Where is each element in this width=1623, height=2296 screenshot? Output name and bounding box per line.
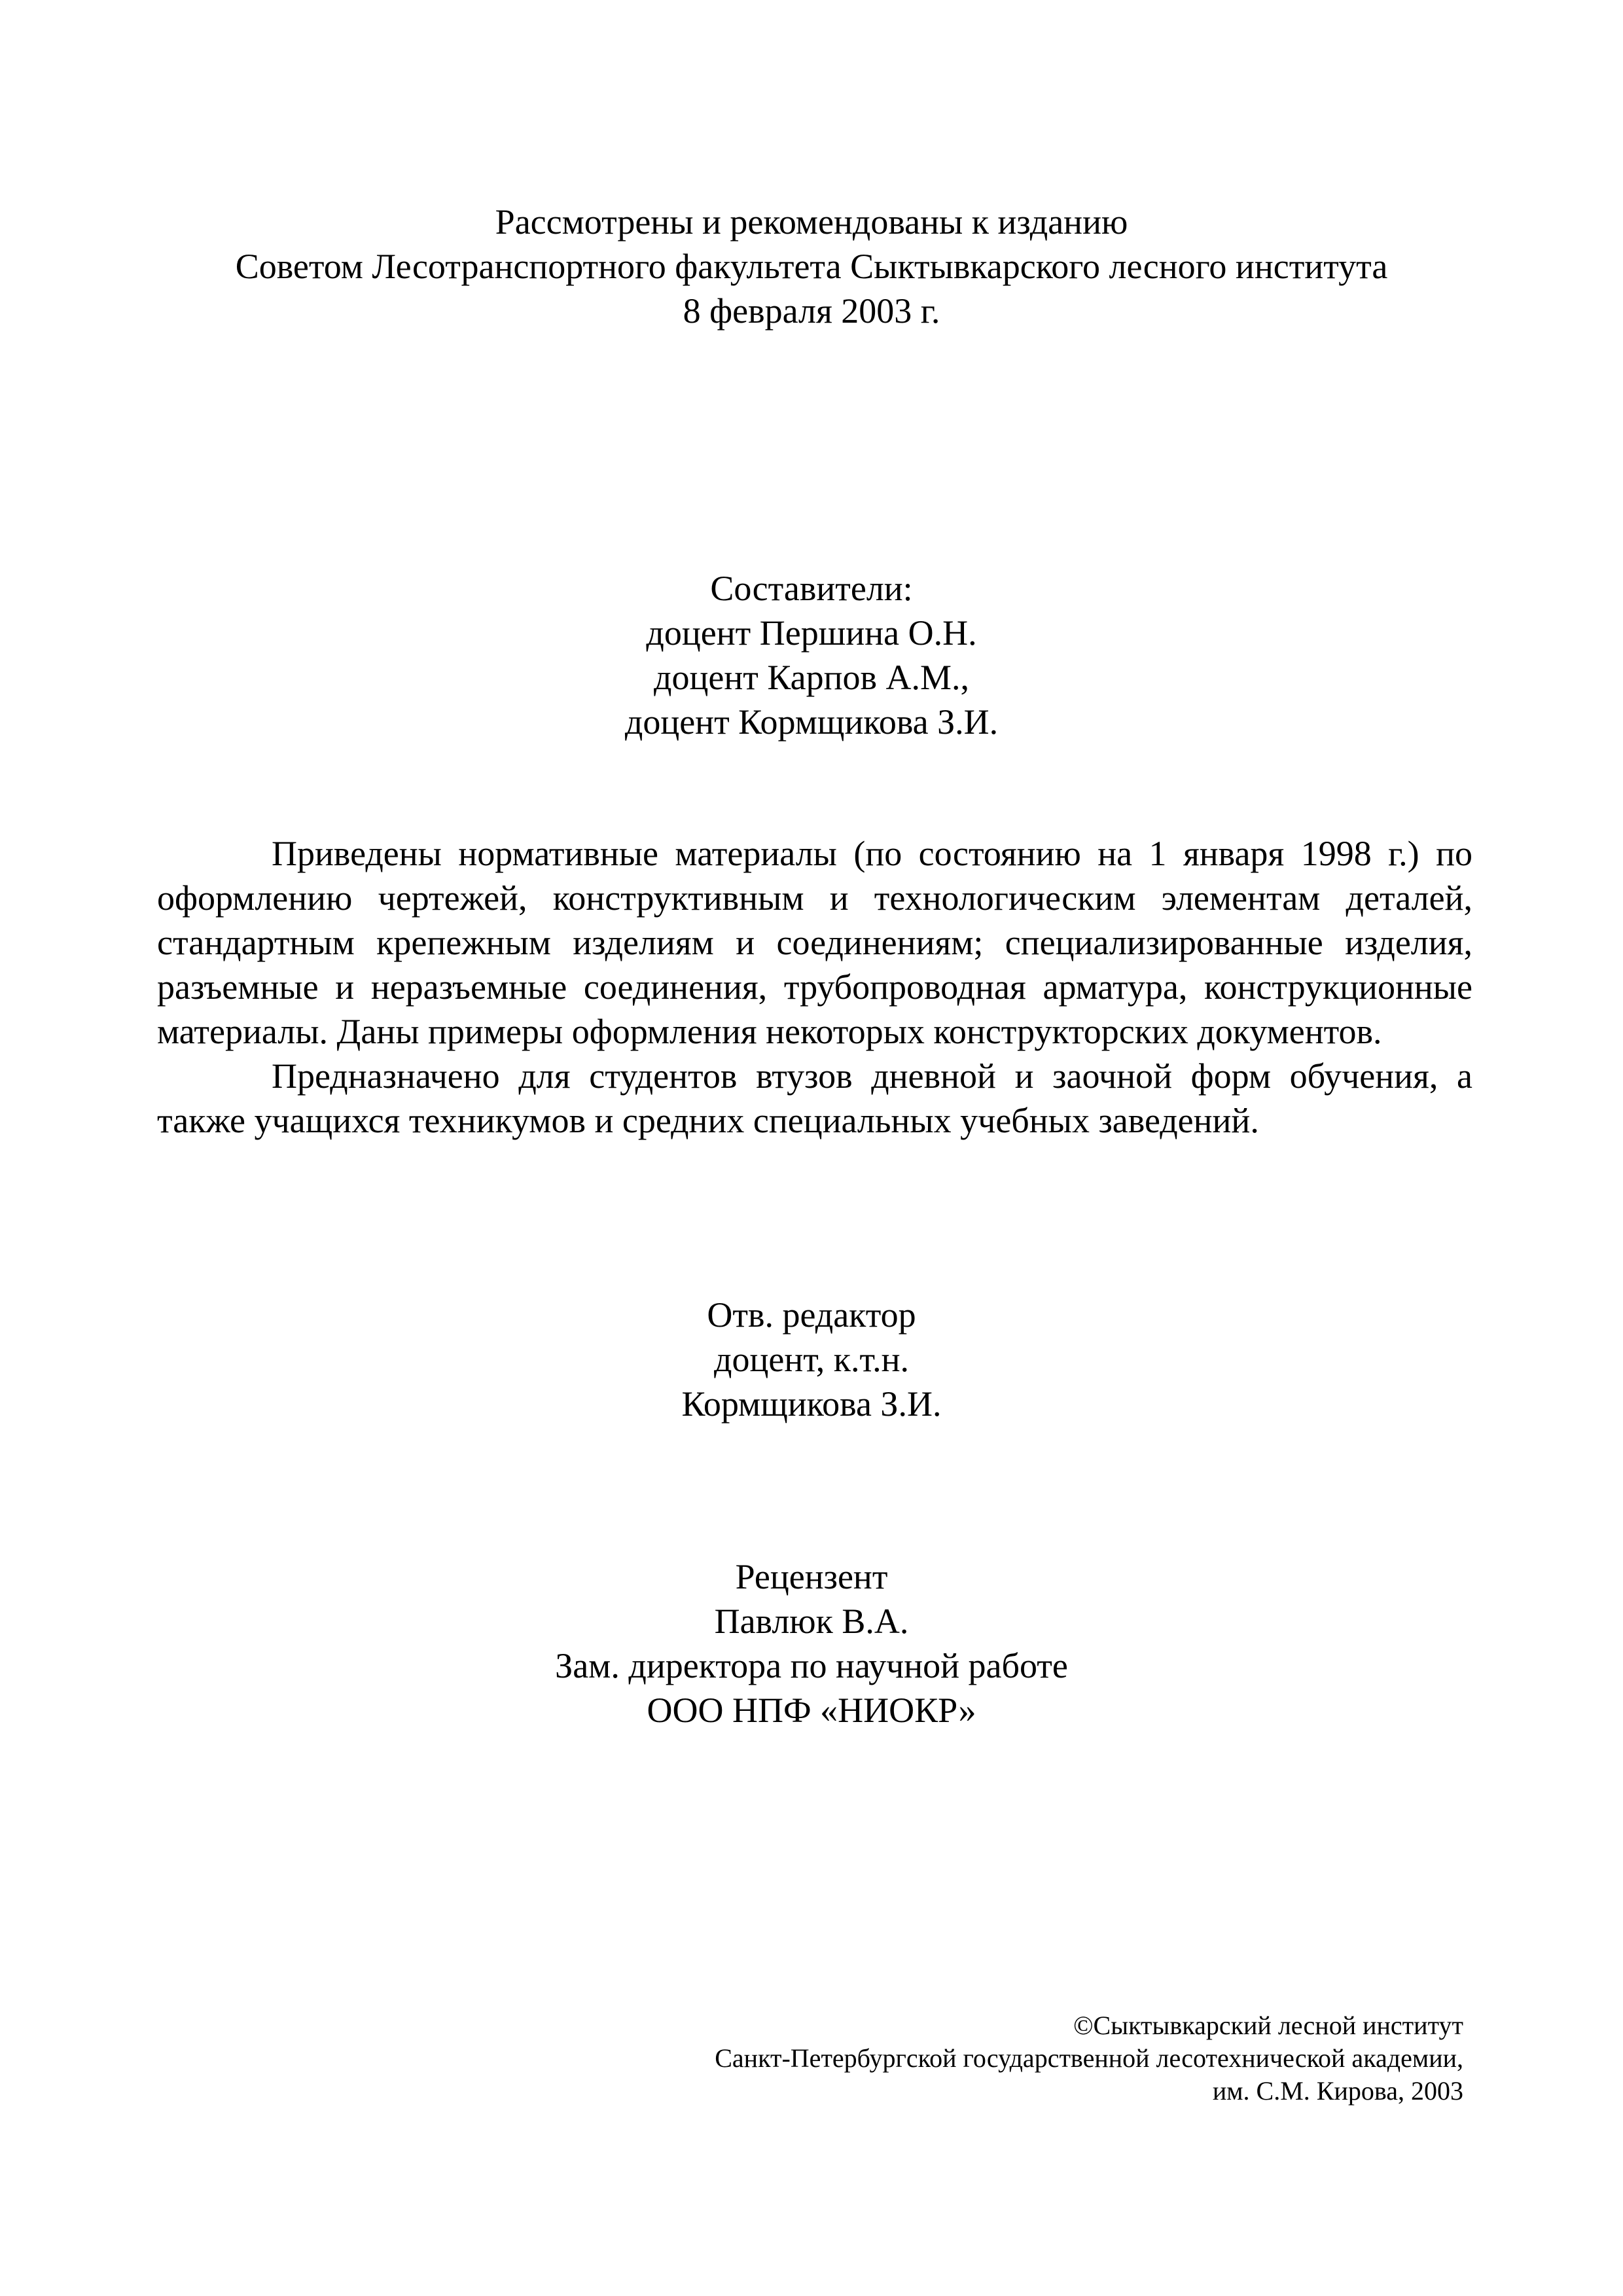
author-name: доцент Першина О.Н.: [646, 613, 977, 653]
annotation-paragraph: Предназначено для студентов втузов дневной и заочной форм обучения, а также учащихся техникумов и средних специальных учебных заведений.: [157, 1056, 1472, 1140]
editor-block: [0, 1293, 1623, 1426]
approval-line: Советом Лесотранспортного факультета Сыктывкарского лесного института: [235, 247, 1388, 286]
reviewer-position: Зам. директора по научной работе: [555, 1646, 1068, 1685]
copyright-notice: [715, 2009, 1463, 2108]
annotation-block: [157, 831, 1472, 1143]
authors-block: [0, 566, 1623, 744]
approval-line: Рассмотрены и рекомендованы к изданию: [495, 202, 1128, 242]
copyright-line: ©Сыктывкарский лесной институт: [1073, 2011, 1463, 2040]
editor-name: Кормщикова З.И.: [681, 1384, 942, 1424]
annotation-paragraph: Приведены нормативные материалы (по состоянию на 1 января 1998 г.) по оформлению чертежей, конструктивным и технологическим элементам деталей, стандартным крепежным изделиям и соединениям; специализированные изделия, разъемные и неразъемные соединения, трубопроводная арматура, конструкционные материалы. Даны примеры оформления некоторых конструкторских документов.: [157, 834, 1472, 1051]
authors-heading: Составители:: [710, 569, 913, 608]
reviewer-organization: ООО НПФ «НИОКР»: [647, 1691, 976, 1730]
editor-heading: Отв. редактор: [707, 1295, 916, 1335]
reviewer-block: [0, 1554, 1623, 1732]
author-name: доцент Кормщикова З.И.: [624, 702, 999, 742]
copyright-line: им. С.М. Кирова, 2003: [1212, 2076, 1463, 2106]
author-name: доцент Карпов А.М.,: [653, 658, 970, 697]
editor-title: доцент, к.т.н.: [714, 1340, 909, 1379]
reviewer-name: Павлюк В.А.: [714, 1602, 909, 1641]
approval-statement: [0, 200, 1623, 333]
approval-date: 8 февраля 2003 г.: [683, 291, 940, 331]
copyright-line: Санкт-Петербургской государственной лесотехнической академии,: [715, 2043, 1463, 2073]
reviewer-heading: Рецензент: [735, 1557, 888, 1596]
